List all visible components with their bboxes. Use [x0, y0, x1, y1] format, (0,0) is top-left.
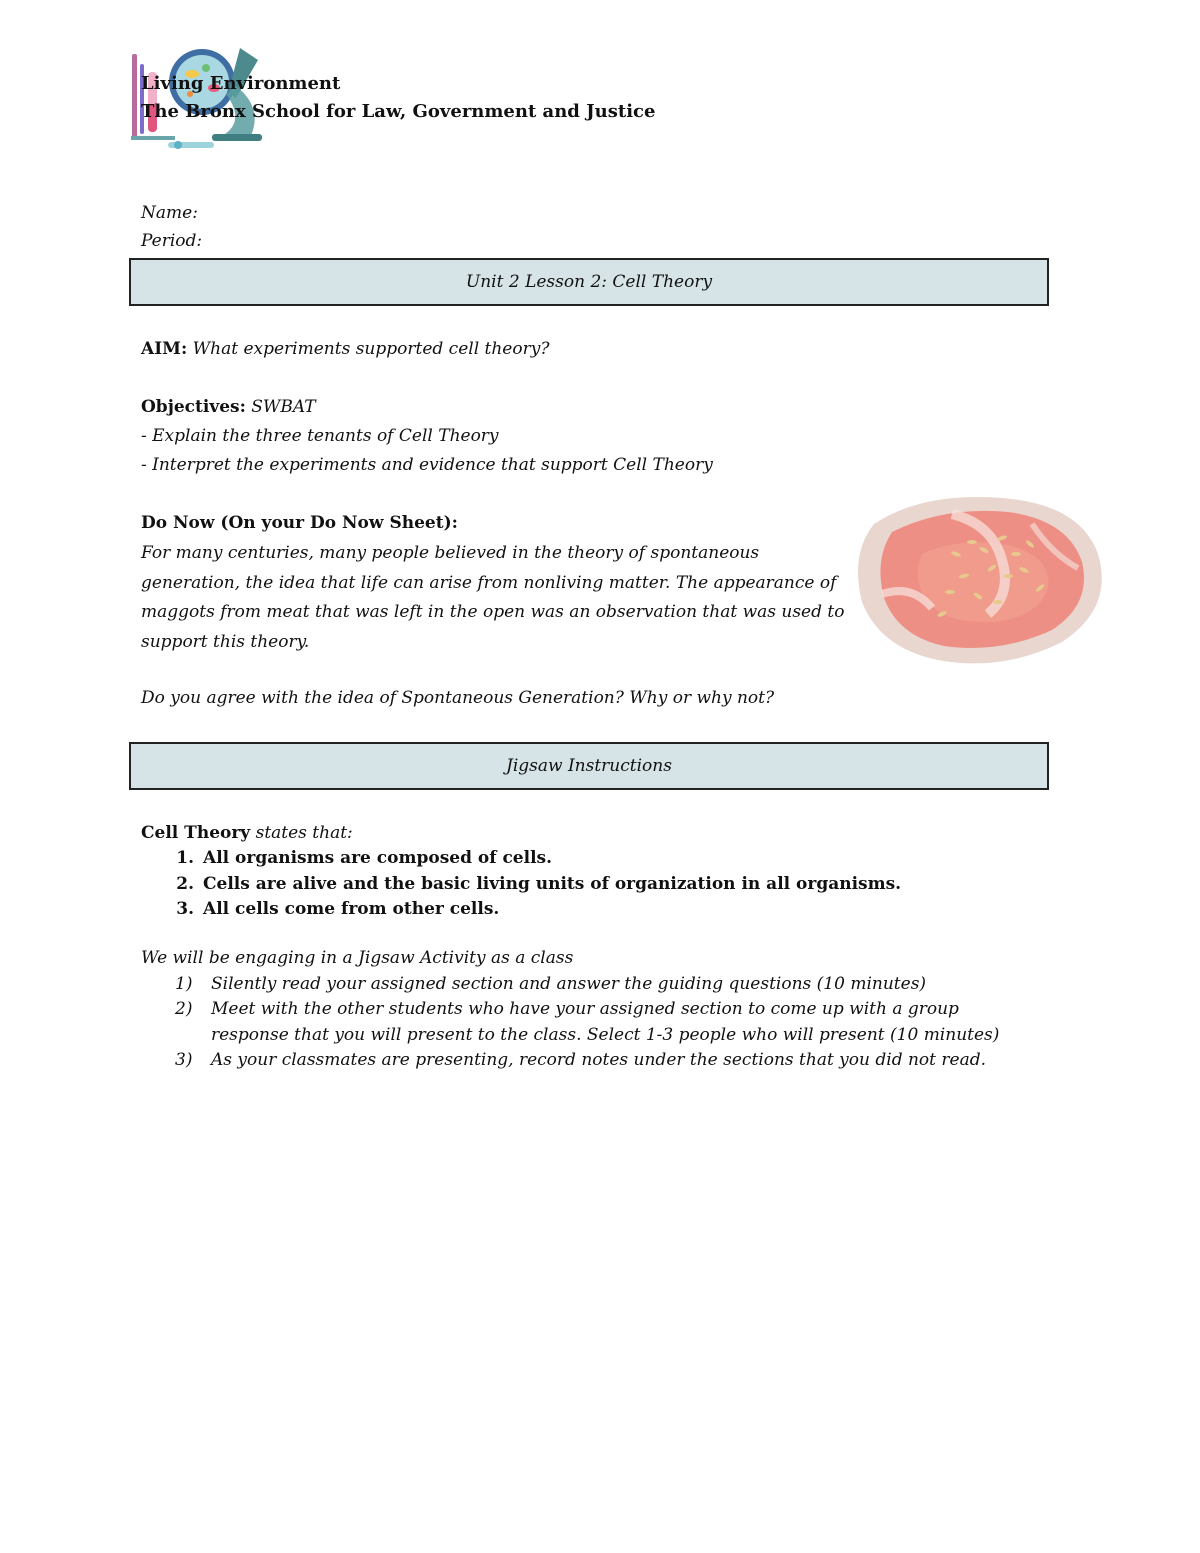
objectives-intro: SWBAT [251, 397, 316, 417]
objective-item: - Explain the three tenants of Cell Theory [141, 426, 499, 446]
cell-theory-item [168, 872, 1028, 898]
cell-theory-intro: states that: [255, 823, 353, 843]
step-text: As your classmates are presenting, record notes under the sections that you did not read. [211, 1050, 987, 1070]
period-label: Period: [141, 231, 203, 251]
meat-with-maggots-image [852, 484, 1110, 670]
objective-item: - Interpret the experiments and evidence that support Cell Theory [141, 455, 713, 475]
do-now-heading: Do Now (On your Do Now Sheet): [141, 513, 458, 533]
step-text: Meet with the other students who have your assigned section to come up with a group response that you will present to the class. Select 1-3 people who will present (10 minutes) [211, 999, 1000, 1045]
item-number: 3. [176, 899, 194, 919]
jigsaw-step [175, 972, 1045, 998]
do-now-paragraph: For many centuries, many people believed in the theory of spontaneous generation, the idea that life can arise from nonliving matter. The appearance of maggots from meat that was left in the open was an observation that was used to support this theory. [141, 543, 845, 652]
cell-theory-item [168, 897, 1028, 923]
cell-theory-label: Cell Theory [141, 823, 251, 843]
cell-theory-item [168, 846, 1028, 872]
item-number: 1. [176, 848, 194, 868]
aim-label: AIM: [141, 339, 188, 359]
jigsaw-banner-text: Jigsaw Instructions [506, 756, 672, 776]
aim-text: What experiments supported cell theory? [192, 339, 550, 359]
objectives-label: Objectives: [141, 397, 246, 417]
school-name: The Bronx School for Law, Government and Justice [141, 101, 656, 122]
step-number: 1) [175, 974, 193, 994]
step-number: 2) [175, 999, 193, 1019]
course-title: Living Environment [141, 73, 341, 94]
jigsaw-banner [129, 742, 1049, 790]
jigsaw-step [175, 997, 1045, 1049]
aim-line [141, 337, 549, 361]
item-text: All organisms are composed of cells. [203, 848, 553, 868]
lesson-banner-text: Unit 2 Lesson 2: Cell Theory [465, 272, 713, 292]
lesson-banner [129, 258, 1049, 306]
do-now-question: Do you agree with the idea of Spontaneous Generation? Why or why not? [141, 688, 775, 708]
item-number: 2. [176, 874, 194, 894]
science-lab-logo-icon [128, 42, 268, 154]
objectives-heading [141, 395, 316, 419]
step-number: 3) [175, 1050, 193, 1070]
jigsaw-intro: We will be engaging in a Jigsaw Activity as a class [141, 948, 574, 968]
name-label: Name: [141, 203, 198, 223]
cell-theory-heading [141, 821, 353, 845]
step-text: Silently read your assigned section and answer the guiding questions (10 minutes) [211, 974, 927, 994]
item-text: All cells come from other cells. [203, 899, 500, 919]
item-text: Cells are alive and the basic living units of organization in all organisms. [203, 874, 902, 894]
jigsaw-step [175, 1048, 1045, 1074]
